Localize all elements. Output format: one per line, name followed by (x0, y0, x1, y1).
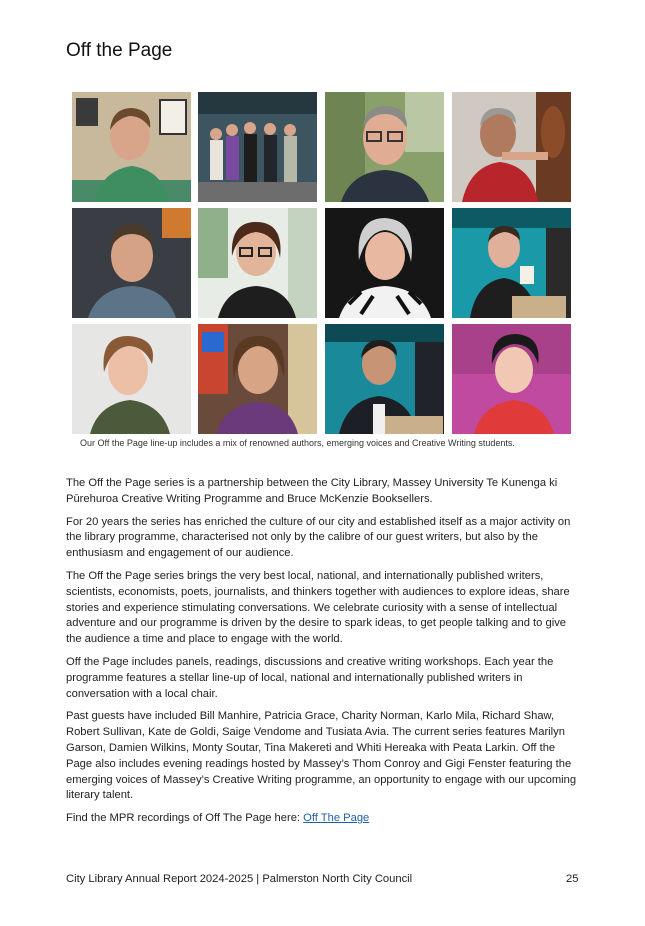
paragraph-series: The Off the Page series brings the very best local, national, and internationally published writers, scientists, economists, poets, journalists, and thinkers together with audiences to explore ideas, share stories and experience stimulating conversations. We celebrate curiosity with a sense of intellectual adventure and our programme is driven by the desire to spark ideas, to get people talking and to give the audience a time and place to engage with the world. (66, 569, 570, 646)
paragraph-recordings (66, 811, 582, 827)
author-photo-4 (452, 92, 571, 202)
author-photo-2 (198, 92, 317, 202)
photo-grid (72, 92, 571, 434)
author-photo-1 (72, 92, 191, 202)
page-number: 25 (566, 873, 579, 885)
author-photo-7 (325, 208, 444, 318)
author-photo-9 (72, 324, 191, 434)
recordings-link[interactable]: Off The Page (303, 812, 370, 825)
author-photo-12 (452, 324, 571, 434)
author-photo-11 (325, 324, 444, 434)
author-photo-6 (198, 208, 317, 318)
paragraph-history: For 20 years the series has enriched the culture of our city and established itself as a major activity on the library programme, characterised not only by the calibre of our guest writers, but also by the enthusiasm and engagement of our audience. (66, 515, 571, 560)
author-photo-8 (452, 208, 571, 318)
page-footer: City Library Annual Report 2024-2025 | Palmerston North City Council (66, 873, 413, 885)
author-photo-3 (325, 92, 444, 202)
paragraph-guests: Past guests have included Bill Manhire, Patricia Grace, Charity Norman, Karlo Mila, Richard Shaw, Robert Sullivan, Kate de Goldi, Saige Vendome and Tusiata Avia. The current series features Marilyn Garson, Damien Wilkins, Monty Soutar, Tina Makereti and Whiti Hereaka with Peata Larkin. Off the Page also includes evening readings hosted by Massey’s Thom Conroy and Gigi Fenster featuring the emerging voices of Massey’s Creative Writing programme, an opportunity to engage with our upcoming literary talent. (66, 710, 577, 802)
author-photo-5 (72, 208, 191, 318)
author-photo-10 (198, 324, 317, 434)
body-text (66, 476, 582, 834)
paragraph-programme: Off the Page includes panels, readings, discussions and creative writing workshops. Each year the programme features a stellar line-up of local, national and internationally published writers in conversation with a local chair. (66, 655, 554, 700)
page-title: Off the Page (66, 40, 173, 61)
recordings-prefix: Find the MPR recordings of Off The Page here: (66, 812, 304, 825)
photo-caption: Our Off the Page line-up includes a mix of renowned authors, emerging voices and Creative Writing students. (80, 438, 515, 448)
paragraph-partnership: The Off the Page series is a partnership between the City Library, Massey University Te Kunenga ki Pūrehuroa Creative Writing Programme and Bruce McKenzie Booksellers. (66, 477, 558, 505)
